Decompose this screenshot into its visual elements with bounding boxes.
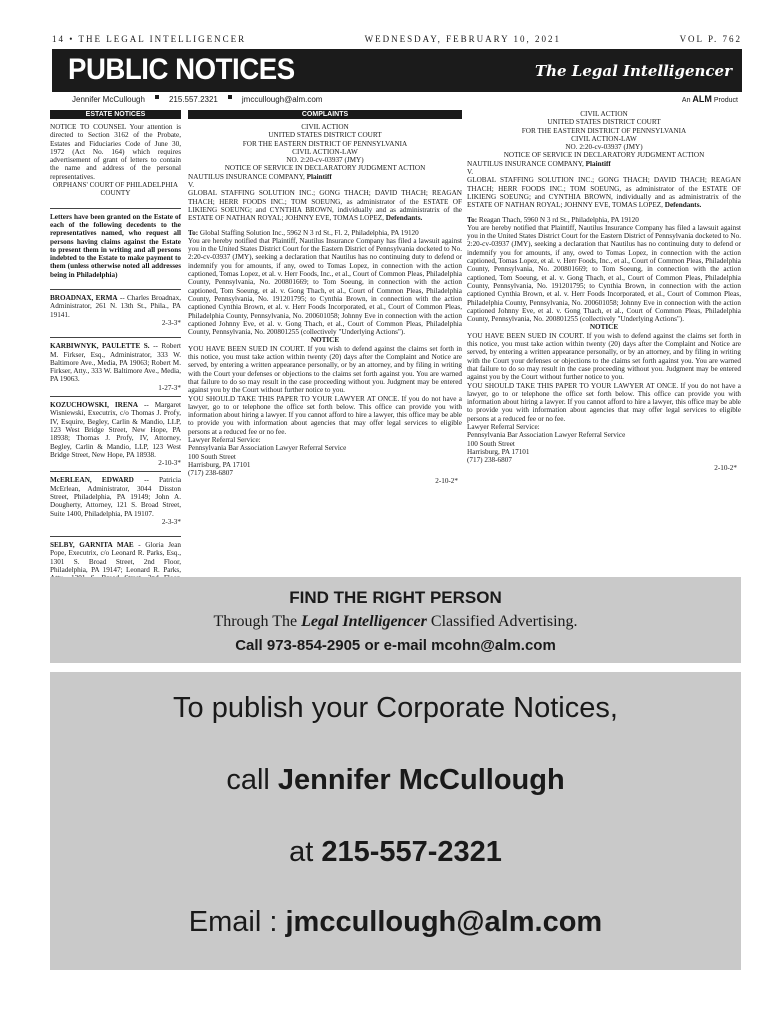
classified-ad [50,577,741,663]
complaints-heading: COMPLAINTS [188,110,462,119]
caption-line: NO. 2:20-cv-03937 (JMY) [286,156,364,165]
contact-bar [52,92,742,106]
notice-date: 2-10-2* [714,464,737,473]
alm-product-tag: An ALM Product [681,94,738,104]
referral-line: Pennsylvania Bar Association Lawyer Referral Service [188,444,347,453]
notice-text: YOU HAVE BEEN SUED IN COURT. If you wish to defend against the claims set forth in this notice, you must take action within twenty (20) days after the Complaint and Notice are served, by entering a written appearance personally, or by an attorney, and by filing in writing with the Court your defenses or objections to the claims set forth against you. You are warned that failure to do so may result in the case proceeding without you. Judgment may be entered against you by the Court without further notice to you. [467,331,741,382]
estate-entry: SELBY, GARNITA MAE - Gloria Jean Pope, Executrix, c/o Leonard R. Parks, Esq., 1301 S. Broad Street, 2nd Floor, Philadelphia, PA 19147; Leonard R. Parks, [50,536,181,599]
complaints-column [188,110,462,486]
complaint-body: You are hereby notified that Plaintiff, Nautilus Insurance Company has filed a lawsuit against you in the United States District Court for the Eastern District of Pennsylvania docketed to No. 2:20-cv-03937 (JMY), seeking a declaration that Nautilus has no continuing duty to defend or indemnify you for amounts, if any, owed to Tomas Lopez, in connection with the action captioned, Tomas Lopez, et al. v. Herr Foods, Inc., et al., Court of Common Pleas, Philadelphia County, Pennsylvania, No. 200801669; to Tom Soeung, in connection with the action captioned, Tom Soeung, et al. v. Gong Thach, et al., Court of Common Pleas, Philadelphia County, Pennsylvania, No. 191201795; to Cynthia Brown, in connection with the action captioned Cynthia Brown, et al. v. Herr Foods Incorporated, et al., Court of Common Pleas, Philadelphia County, Pennsylvania, No. 200601058; Johnny Eve in connection with the action captioned Johnny Eve, et al. v. Gong Thach, et al., Court of Common Pleas, Philadelphia County, Pennsylvania, No. 200801255 (collectively "Underlying Actions"). [188,236,462,337]
estate-entry: KARBIWNYK, PAULETTE S. -- Robert M. Firkser, Esq., Administrator, 333 W. Baltimore Ave., Media, PA 19063; Robert M. Firkser, Atty., 333 W. Baltimore Ave., Media, PA 19063. 1-27-3* [50,337,181,392]
estate-entry: McERLEAN, EDWARD -- Patricia McErlean, Administrator, 3044 Disston Street, Philadelphia, PA 19149; John A. Dougherty, Attorney, 121 S. Broad Street, Suite 1400, Philadelphia, PA 19107. 2-3-3* [50,471,181,526]
caption-line: CIVIL ACTION [580,110,628,118]
estate-notices-heading: ESTATE NOTICES [50,110,181,119]
caption-line: NOTICE OF SERVICE IN DECLARATORY JUDGMENT ACTION [503,151,705,160]
referral-line: (717) 238-6807 [188,469,233,478]
notice-heading: NOTICE [589,323,619,332]
ad-line-3: at 215-557-2321 [289,836,502,868]
caption-line: CIVIL ACTION-LAW [292,147,358,156]
page-header [52,34,742,44]
orphans-court: ORPHANS' COURT OF PHILADELPHIA COUNTY [52,181,179,198]
notice-date: 2-10-2* [435,477,458,486]
referral-line: Pennsylvania Bar Association Lawyer Referral Service [467,431,626,440]
notice-text: YOU HAVE BEEN SUED IN COURT. If you wish to defend against the claims set forth in this notice, you must take action within twenty (20) days after the Complaint and Notice are served, by entering a written appearance personally, or by an attorney, and by filing in writing with the Court your defenses or objections to the claims set forth against you. You are warned that failure to do so may result in the case proceeding without you. Judgment may be entered against you by the Court without further notice to you. [188,344,462,395]
ad-line-4[interactable]: Email : jmccullough@alm.com [188,906,603,938]
take-paper-text: YOU SHOULD TAKE THIS PAPER TO YOUR LAWYER AT ONCE. If you do not have a lawyer, go to or telephone the office set forth below. This office can provide you with information about hiring a lawyer. If you cannot afford to hire a lawyer, this office may be able to provide you with information about agencies that may offer legal services to eligible persons at a reduced fee or no fee. [188,394,462,436]
notice-heading: NOTICE [310,336,340,345]
caption-line: CIVIL ACTION [301,123,349,131]
referral-line: Harrisburg, PA 17101 [188,460,251,469]
ad-subline: Through The Legal Intelligencer Classified Advertising. [213,613,578,630]
versus: V. [188,181,195,190]
contact-phone: 215.557.2321 [168,94,218,104]
defendants: GLOBAL STAFFING SOLUTION INC.; GONG THACH; DAVID THACH; REAGAN THACH; HERR FOODS INC.; TOM SOEUNG, as administrator of the ESTATE OF LIKIENG SOEUNG; and CYNTHIA BROWN, individually and as administratrix of the ESTATE OF NATHAN ROYAL; JOHNNY EVE, TOMAS LOPEZ, Defendants. [188,189,462,223]
ad-headline: FIND THE RIGHT PERSON [289,588,502,607]
public-notices-banner [52,49,742,92]
estate-entry: BROADNAX, ERMA -- Charles Broadnax, Administrator, 261 N. 13th St., Phila., PA 19141. 2-3-3* [50,289,181,327]
caption-line: FOR THE EASTERN DISTRICT OF PENNSYLVANIA [521,126,687,135]
banner-title: PUBLIC NOTICES [68,53,295,86]
caption-line: NOTICE OF SERVICE IN DECLARATORY JUDGMENT ACTION [224,164,426,173]
caption-line: FOR THE EASTERN DISTRICT OF PENNSYLVANIA [242,139,408,148]
service-to: To: Global Staffing Solution Inc., 5962 N 3 rd St., Fl. 2, Philadelphia, PA 19120 [188,228,419,237]
take-paper-text: YOU SHOULD TAKE THIS PAPER TO YOUR LAWYER AT ONCE. If you do not have a lawyer, go to or telephone the office set forth below. This office can provide you with information about hiring a lawyer. If you cannot afford to hire a lawyer, this office may be able to provide you with information about agencies that may offer legal services to eligible persons at a reduced fee or no fee. [467,381,741,423]
defendants: GLOBAL STAFFING SOLUTION INC.; GONG THACH; DAVID THACH; REAGAN THACH; HERR FOODS INC.; TOM SOEUNG, as administrator of the ESTATE OF LIKIENG SOEUNG; and CYNTHIA BROWN, individually and as administratrix of the ESTATE OF NATHAN ROYAL; JOHNNY EVE, TOMAS LOPEZ, Defendants. [467,176,741,210]
corporate-notices-ad [50,672,741,970]
referral-line: (717) 238-6807 [467,456,512,465]
header-date: WEDNESDAY, FEBRUARY 10, 2021 [364,34,562,44]
letters-notice: Letters have been granted on the Estate of each of the following decedents to the representatives named, who request all persons having claims against the Estate to present them in writing and all persons indebted to the Estate to make payment to them (unless otherwise noted all addresses being in Philadelphia) [50,208,181,279]
complaint-body: You are hereby notified that Plaintiff, Nautilus Insurance Company has filed a lawsuit against you in the United States District Court for the Eastern District of Pennsylvania docketed to No. 2:20-cv-03937 (JMY), seeking a declaration that Nautilus has no continuing duty to defend or indemnify you for amounts, if any, owed to Tomas Lopez, in connection with the action captioned, Tomas Lopez, et al. v. Herr Foods, Inc., et al., Court of Common Pleas, Philadelphia County, Pennsylvania, No. 200801669; to Tom Soeung, in connection with the action captioned, Tom Soeung, et al. v. Gong Thach, et al., Court of Common Pleas, Philadelphia County, Pennsylvania, No. 191201795; to Cynthia Brown, in connection with the action captioned Cynthia Brown, et al. v. Herr Foods Incorporated, et al., Court of Common Pleas, Philadelphia County, Pennsylvania, No. 200601058; Johnny Eve in connection with the action captioned Johnny Eve, et al. v. Gong Thach, et al., Court of Common Pleas, Philadelphia County, Pennsylvania, No. 200801255 (collectively "Underlying Actions"). [467,223,741,324]
estate-notices-column [50,110,181,599]
versus: V. [467,168,474,177]
contact-name: Jennifer McCullough [72,94,145,104]
caption-line: NO. 2:20-cv-03937 (JMY) [565,143,643,152]
brand-logo: The Legal Intelligencer [534,62,732,80]
counsel-notice: NOTICE TO COUNSEL Your attention is directed to Section 3162 of the Probate, Estates and Fiduciaries Code of June 30, 1972 (Act No. 164) which requires advertisement of grant of letters to contain the name and address of the personal representatives. [50,123,181,181]
referral-line: 100 South Street [188,452,236,461]
contact-email[interactable]: jmccullough@alm.com [241,94,323,104]
referral-line: Lawyer Referral Service: [188,435,261,444]
caption-line: CIVIL ACTION-LAW [571,134,637,143]
complaints-column-2 [467,110,741,473]
caption-line: UNITED STATES DISTRICT COURT [547,118,661,127]
header-left: 14 • THE LEGAL INTELLIGENCER [52,34,247,44]
service-to: To: Reagan Thach, 5960 N 3 rd St., Philadelphia, PA 19120 [467,215,639,224]
ad-line-2: call Jennifer McCullough [226,764,565,796]
referral-line: Lawyer Referral Service: [467,422,540,431]
caption-line: UNITED STATES DISTRICT COURT [268,131,382,140]
plaintiff: NAUTILUS INSURANCE COMPANY, Plaintiff [467,159,611,168]
referral-line: Harrisburg, PA 17101 [467,447,530,456]
referral-line: 100 South Street [467,439,515,448]
alm-logo: ALM [692,94,712,104]
plaintiff: NAUTILUS INSURANCE COMPANY, Plaintiff [188,172,332,181]
bullet-icon [155,95,159,99]
ad-line-1: To publish your Corporate Notices, [173,692,618,724]
estate-entry: KOZUCHOWSKI, IRENA -- Margaret Wisniewski, Executrix, c/o Thomas J. Profy, IV, Esquire, Begley, Carlin & Mandio, LLP, 123 West Bridge Street, New Hope, PA 18938; Thomas J. Profy, IV, Attorney, Begley, Carlin & Mandio, LLP, 123 West Bridge Street, New Hope, PA 18938. 2-10-3* [50,396,181,467]
header-volume: VOL P. 762 [679,34,742,44]
ad-contact[interactable]: Call 973-854-2905 or e-mail mcohn@alm.com [235,637,556,654]
bullet-icon [228,95,232,99]
